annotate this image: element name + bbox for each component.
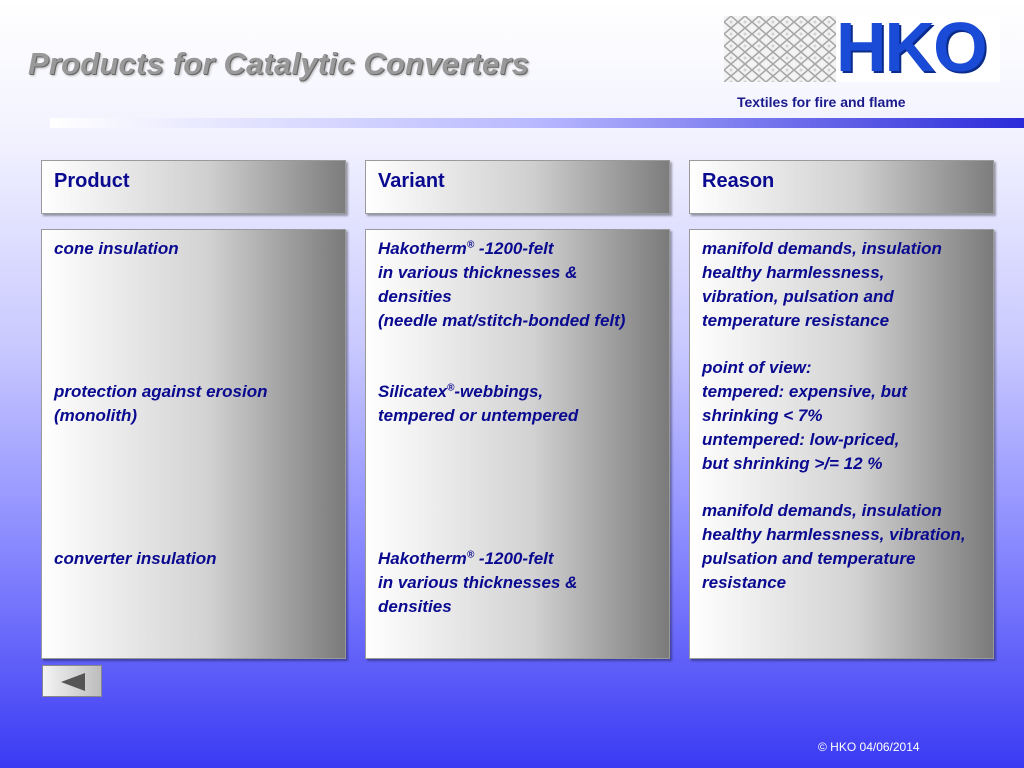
variant-silicatex xyxy=(378,380,578,428)
registered-mark: ® xyxy=(447,382,455,394)
product-converter-insulation: converter insulation xyxy=(54,549,217,568)
product-cone-insulation: cone insulation xyxy=(54,239,179,258)
reason-converter: manifold demands, insulation healthy harmlessness, vibration, pulsation and temperature resistance xyxy=(702,501,966,592)
header-reason-label: Reason xyxy=(702,170,775,192)
variant-detail: in various thicknesses & densities xyxy=(378,573,578,616)
variant-suffix: -webbings, xyxy=(454,382,544,401)
back-button[interactable] xyxy=(42,665,102,697)
hko-logo xyxy=(724,8,1000,86)
reason-column xyxy=(689,229,994,659)
variant-suffix: -1200-felt xyxy=(474,239,554,258)
mesh-pattern-icon xyxy=(724,16,836,82)
slide-title: Products for Catalytic Converters xyxy=(28,46,530,81)
variant-hakotherm-2 xyxy=(378,547,577,619)
registered-mark: ® xyxy=(466,549,475,561)
product-erosion-protection: protection against erosion (monolith) xyxy=(54,382,268,425)
product-column xyxy=(41,229,346,659)
registered-mark: ® xyxy=(466,239,475,251)
variant-name: Hakotherm xyxy=(378,239,467,258)
header-reason xyxy=(689,160,994,214)
variant-detail: in various thicknesses & densities (needle mat/stitch-bonded felt) xyxy=(378,263,626,330)
variant-name: Silicatex xyxy=(378,382,447,401)
header-variant-label: Variant xyxy=(378,170,445,192)
back-arrow-icon xyxy=(59,672,87,692)
variant-hakotherm-1 xyxy=(378,237,625,333)
copyright-footer: © HKO 04/06/2014 xyxy=(818,740,920,754)
variant-detail: tempered or untempered xyxy=(378,406,579,425)
logo-wordmark: HKO xyxy=(836,8,986,86)
reason-cone: manifold demands, insulation healthy harmlessness, vibration, pulsation and temperature resistance xyxy=(702,239,942,330)
header-product-label: Product xyxy=(54,170,130,192)
header-variant xyxy=(365,160,670,214)
variant-suffix: -1200-felt xyxy=(474,549,554,568)
variant-name: Hakotherm xyxy=(378,549,467,568)
reason-erosion: point of view: tempered: expensive, but shrinking < 7% untempered: low-priced, but shrinking >/= 12 % xyxy=(702,358,908,473)
header-product xyxy=(41,160,346,214)
variant-column xyxy=(365,229,670,659)
tagline: Textiles for fire and flame xyxy=(737,94,906,110)
header-divider xyxy=(50,118,1024,128)
